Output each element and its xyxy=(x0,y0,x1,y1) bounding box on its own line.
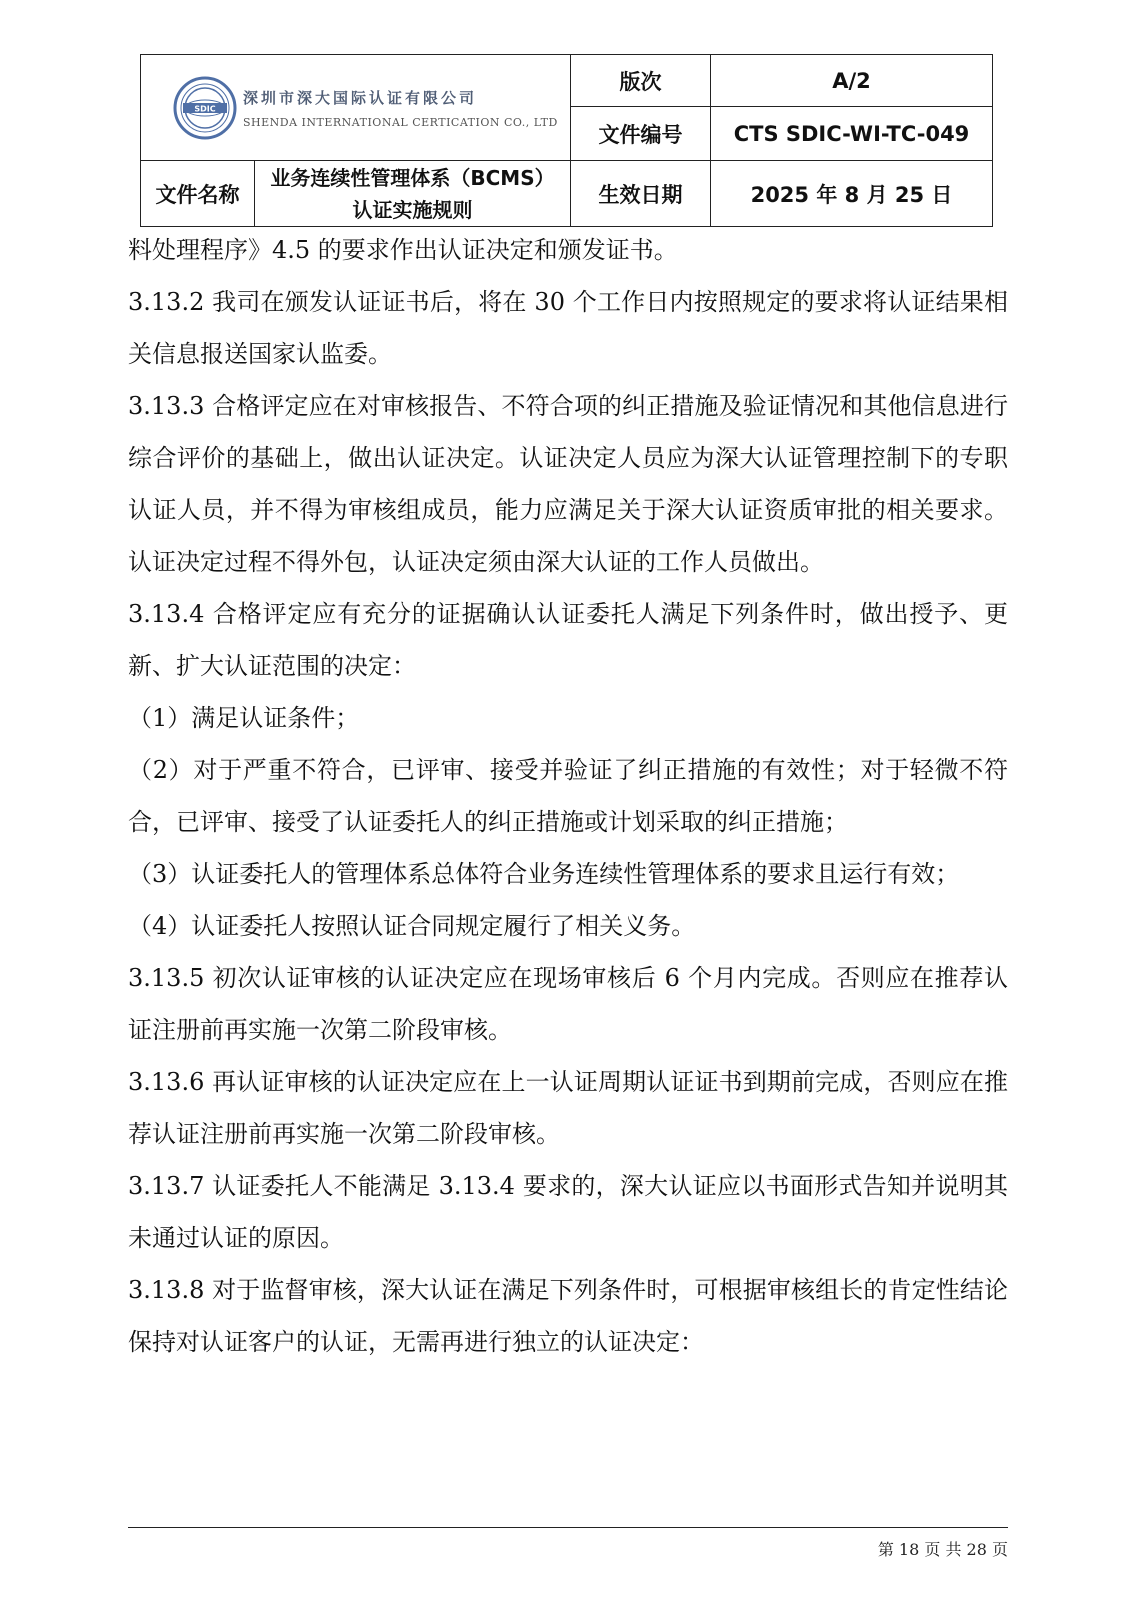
document-body xyxy=(128,224,1008,1368)
paragraph: 3.13.4 合格评定应有充分的证据确认认证委托人满足下列条件时，做出授予、更新、扩大认证范围的决定： xyxy=(128,600,1008,680)
version-label: 版次 xyxy=(571,55,711,107)
document-header-table xyxy=(140,54,993,227)
version-value: A/2 xyxy=(711,55,993,107)
list-item: （2）对于严重不符合，已评审、接受并验证了纠正措施的有效性；对于轻微不符合，已评审、接受了认证委托人的纠正措施或计划采取的纠正措施； xyxy=(128,756,1008,836)
paragraph: 3.13.2 我司在颁发认证证书后，将在 30 个工作日内按照规定的要求将认证结果相关信息报送国家认监委。 xyxy=(128,288,1008,368)
footer-divider xyxy=(128,1527,1008,1528)
effective-date-label: 生效日期 xyxy=(571,161,711,227)
paragraph: 3.13.8 对于监督审核，深大认证在满足下列条件时，可根据审核组长的肯定性结论保持对认证客户的认证，无需再进行独立的认证决定： xyxy=(128,1276,1008,1356)
list-item: （3）认证委托人的管理体系总体符合业务连续性管理体系的要求且运行有效； xyxy=(128,860,960,888)
document-name-label: 文件名称 xyxy=(141,161,255,227)
document-name-value: 业务连续性管理体系（BCMS）认证实施规则 xyxy=(255,161,571,227)
list-item: （1）满足认证条件； xyxy=(128,704,360,732)
paragraph: 3.13.5 初次认证审核的认证决定应在现场审核后 6 个月内完成。否则应在推荐认证注册前再实施一次第二阶段审核。 xyxy=(128,964,1008,1044)
document-number-value: CTS SDIC-WI-TC-049 xyxy=(711,107,993,161)
page-number: 第 18 页 共 28 页 xyxy=(877,1540,1008,1559)
logo-mark-text: SDIC xyxy=(194,104,216,113)
document-number-label: 文件编号 xyxy=(571,107,711,161)
company-name-cn: 深圳市深大国际认证有限公司 xyxy=(243,88,478,107)
company-seal-icon xyxy=(173,76,237,140)
company-logo xyxy=(141,76,570,140)
company-logo-cell xyxy=(141,55,571,161)
paragraph: 料处理程序》4.5 的要求作出认证决定和颁发证书。 xyxy=(128,236,678,264)
paragraph: 3.13.7 认证委托人不能满足 3.13.4 要求的，深大认证应以书面形式告知并说明其未通过认证的原因。 xyxy=(128,1172,1008,1252)
paragraph: 3.13.3 合格评定应在对审核报告、不符合项的纠正措施及验证情况和其他信息进行综合评价的基础上，做出认证决定。认证决定人员应为深大认证管理控制下的专职认证人员，并不得为审核组成员，能力应满足关于深大认证资质审批的相关要求。认证决定过程不得外包，认证决定须由深大认证的工作人员做出。 xyxy=(128,392,1008,576)
effective-date-value: 2025 年 8 月 25 日 xyxy=(711,161,993,227)
company-name-en: SHENDA INTERNATIONAL CERTICATION CO., LTD xyxy=(243,115,558,129)
paragraph: 3.13.6 再认证审核的认证决定应在上一认证周期认证证书到期前完成，否则应在推荐认证注册前再实施一次第二阶段审核。 xyxy=(128,1068,1008,1148)
list-item: （4）认证委托人按照认证合同规定履行了相关义务。 xyxy=(128,912,696,940)
